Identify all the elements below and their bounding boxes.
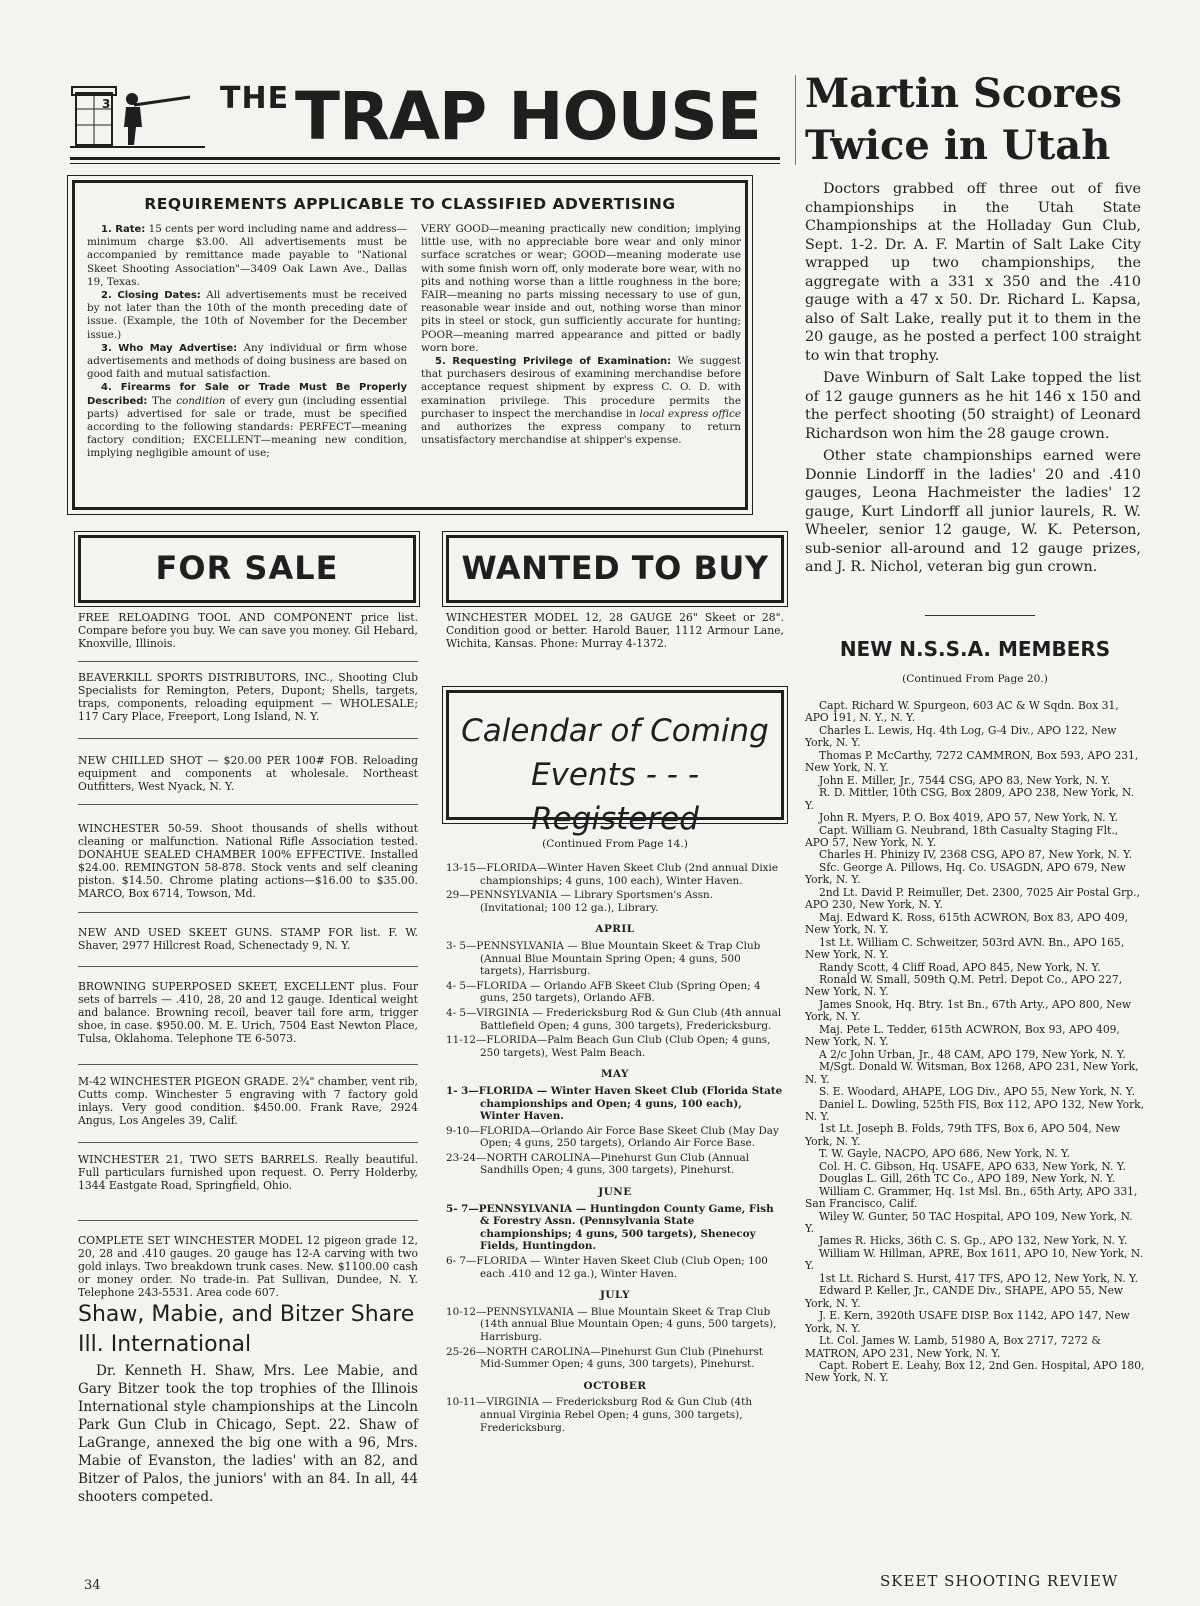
calendar-item: 25-26—NORTH CAROLINA—Pinehurst Gun Club (Pinehurst Mid-Summer Open; 4 guns, 300 targets), Pinehurst. (446, 1345, 763, 1371)
requirement-who-may-advertise: 3. Who May Advertise: Any individual or firm whose advertisements and methods of doing business are based on good faith and mutual satisfaction. (87, 341, 408, 381)
member-entry: J. E. Kern, 3920th USAFE DISP. Box 1142, APO 147, New York, N. Y. (805, 1309, 1130, 1335)
member-entry: Ronald W. Small, 509th Q.M. Petrl. Depot Co., APO 227, New York, N. Y. (805, 972, 1123, 999)
shaw-article-body: Dr. Kenneth H. Shaw, Mrs. Lee Mabie, and Gary Bitzer took the top trophies of the Illinois International style championships at the Lincoln Park Gun Club in Chicago, Sept. 22. Shaw of LaGrange, annexed the big one with a 96, Mrs. Mabie of Evanston, the ladies' with an 82, and Bitzer of Palos, the juniors' with an 84. In all, 44 shooters competed. (78, 1363, 418, 1505)
for-sale-ad-5: NEW AND USED SKEET GUNS. STAMP FOR list. F. W. Shaver, 2977 Hillcrest Road, Schenectady 9, N. Y. (78, 926, 418, 952)
masthead-title: TRAP HOUSE (295, 78, 761, 155)
ad-divider (78, 804, 418, 805)
martin-paragraph: Other state championships earned were Donnie Lindorff in the ladies' 20 and .410 gauges, Leona Hachmeister the ladies' 12 gauge, Kurt Lindorff all junior laurels, R. W. Wheeler, senior 12 gauge, W. K. Peterson, sub-senior all-around and 12 gauge prizes, and J. R. Nichol, veteran big gun crown. (805, 448, 1141, 575)
magazine-name: SKEET SHOOTING REVIEW (880, 1572, 1119, 1590)
member-entry: Maj. Edward K. Ross, 615th ACWRON, Box 83, APO 409, New York, N. Y. (805, 910, 1129, 937)
member-entry: James R. Hicks, 36th C. S. Gp., APO 132, New York, N. Y. (819, 1234, 1128, 1248)
nssa-members-list (805, 700, 1145, 1385)
ad-divider (78, 661, 418, 662)
ad-divider (78, 1220, 418, 1221)
member-entry: 1st Lt. Richard S. Hurst, 417 TFS, APO 12, New York, N. Y. (819, 1271, 1139, 1285)
member-entry: James Snook, Hq. Btry. 1st Bn., 67th Arty., APO 800, New York, N. Y. (805, 997, 1132, 1024)
wanted-to-buy-heading: WANTED TO BUY (446, 535, 784, 603)
shaw-article-title: Shaw, Mabie, and Bitzer Share Ill. International (78, 1302, 415, 1357)
martin-article-body (805, 180, 1141, 581)
for-sale-ad-6: BROWNING SUPERPOSED SKEET, EXCELLENT plus. Four sets of barrels — .410, 28, 20 and 12 gauge. Identical weight and balance. Browning recoil, beaver tail fore arm, trigger shoe, in case. $950.00. M. E. Urich, 7504 East Newton Place, Tulsa, Oklahoma. Telephone TE 6-5073. (78, 980, 418, 1045)
for-sale-ad-7: M-42 WINCHESTER PIGEON GRADE. 2¾" chamber, vent rib, Cutts comp. Winchester 5 engraving with 7 factory gold inlays. Very good condition. $450.00. Frank Rave, 2924 Angus, Los Angeles 39, Calif. (78, 1075, 418, 1127)
calendar-item: 29—PENNSYLVANIA — Library Sportsmen's Assn. (Invitational; 100 12 ga.), Library. (446, 889, 714, 914)
requirements-title: REQUIREMENTS APPLICABLE TO CLASSIFIED ADVERTISING (144, 195, 676, 213)
requirement-closing-dates: 2. Closing Dates: All advertisements must be received by not later than the 10th of the month preceding date of issue. (Example, the 10th of November for the December issue.) (87, 289, 407, 341)
masthead-the: THE (220, 81, 290, 116)
member-entry: Lt. Col. James W. Lamb, 51980 A, Box 2717, 7272 & MATRON, APO 231, New York, N. Y. (805, 1334, 1101, 1360)
masthead (70, 75, 780, 165)
for-sale-ad-9: COMPLETE SET WINCHESTER MODEL 12 pigeon grade 12, 20, 28 and .410 gauges. 20 gauge has 12-A carving with two gold inlays. Two breakdown trunk cases. New. $1100.00 cash or money order. No trade-in. Pat Sullivan, Dundee, N. Y. Telephone 243-5531. Area code 607. (78, 1234, 418, 1299)
column-rule (795, 75, 796, 165)
martin-title-line1: Martin Scores (805, 70, 1122, 117)
calendar-month-april: APRIL (595, 923, 635, 936)
wanted-ad-1: WINCHESTER MODEL 12, 28 GAUGE 26" Skeet or 28". Condition good or better. Harold Bauer, 1112 Armour Lane, Wichita, Kansas. Phone: Murray 4-1372. (446, 611, 784, 650)
member-entry: Capt. Robert E. Leahy, Box 12, 2nd Gen. Hospital, APO 180, New York, N. Y. (805, 1359, 1145, 1385)
for-sale-ad-3: NEW CHILLED SHOT — $20.00 PER 100# FOB. Reloading equipment and components at wholesale. Northeast Outfitters, West Nyack, N. Y. (78, 754, 418, 793)
member-entry: 2nd Lt. David P. Reimuller, Det. 2300, 7025 Air Postal Grp., APO 230, New York, N. Y. (805, 885, 1140, 912)
member-entry: Daniel L. Dowling, 525th FIS, Box 112, APO 132, New York, N. Y. (805, 1097, 1145, 1123)
ad-divider (78, 912, 418, 913)
member-entry: Capt. Richard W. Spurgeon, 603 AC & W Sqdn. Box 31, APO 191, N. Y., N. Y. (805, 699, 1119, 725)
calendar-title-line1: Calendar of Coming (461, 713, 769, 749)
requirements-left-column (87, 223, 407, 461)
member-entry: Wiley W. Gunter, 50 TAC Hospital, APO 109, New York, N. Y. (805, 1209, 1133, 1236)
calendar-heading (446, 690, 784, 837)
member-entry: Edward P. Keller, Jr., CANDE Div., SHAPE, APO 55, New York, N. Y. (805, 1284, 1124, 1310)
martin-title-line2: Twice in Utah (805, 122, 1111, 169)
for-sale-ad-2: BEAVERKILL SPORTS DISTRIBUTORS, INC., Shooting Club Specialists for Remington, Peters, Dupont; Shells, targets, traps, components, reloading equipment — WHOLESALE; 117 Cary Place, Freeport, Long Island, N. Y. (78, 671, 418, 723)
calendar-month-october: OCTOBER (583, 1379, 647, 1392)
classified-requirements-box (72, 180, 748, 510)
martin-article-title (805, 68, 1145, 172)
calendar-item: 13-15—FLORIDA—Winter Haven Skeet Club (2nd annual Dixie championships; 4 guns, 100 each), Winter Haven. (446, 862, 779, 887)
ad-divider (78, 1142, 418, 1143)
for-sale-ad-8: WINCHESTER 21, TWO SETS BARRELS. Really beautiful. Full particulars furnished upon request. O. Perry Holderby, 1344 Eastgate Road, Springfield, Ohio. (78, 1153, 418, 1192)
section-divider (925, 615, 1035, 616)
calendar-title-line2: Events - - - Registered (530, 757, 700, 837)
member-entry: Capt. William G. Neubrand, 18th Casualty Staging Flt., APO 57, New York, N. Y. (805, 823, 1119, 849)
member-entry: Charles H. Phinizy IV, 2368 CSG, APO 87, New York, N. Y. (819, 848, 1133, 862)
calendar-item: 23-24—NORTH CAROLINA—Pinehurst Gun Club (Annual Sandhills Open; 4 guns, 300 targets), Pinehurst. (446, 1151, 750, 1177)
ad-divider (78, 966, 418, 967)
for-sale-ad-1: FREE RELOADING TOOL AND COMPONENT price list. Compare before you buy. We can save you money. Gil Hebard, Knoxville, Illinois. (78, 611, 418, 650)
calendar-item-featured: 1- 3—FLORIDA — Winter Haven Skeet Club (Florida State championships and Open; 4 guns, 100 each), Winter Haven. (446, 1084, 783, 1123)
masthead-rule-thin (70, 163, 780, 164)
member-entry: T. W. Gayle, NACPO, APO 686, New York, N. Y. (819, 1147, 1071, 1161)
member-entry: R. D. Mittler, 10th CSG, Box 2809, APO 238, New York, N. Y. (805, 786, 1135, 812)
calendar-item: 4- 5—FLORIDA — Orlando AFB Skeet Club (Spring Open; 4 guns, 250 targets), Orlando AFB. (446, 979, 761, 1005)
member-entry: William C. Grammer, Hq. 1st Msl. Bn., 65th Arty, APO 331, San Francisco, Calif. (805, 1184, 1138, 1211)
for-sale-heading: FOR SALE (78, 535, 416, 603)
ad-divider (78, 738, 418, 739)
requirement-firearms-continued: VERY GOOD—meaning practically new condition; implying little use, with no appreciable bore wear and only minor surface scratches or wear; GOOD—meaning moderate use with some finish worn off, only moderate bore wear, with no pits and nothing worse than a little roughness in the bore; FAIR—meaning no parts missing necessary to use of gun, reasonable wear inside and out, nothing worse than minor pits in steel or stock, gun sufficiently accurate for hunting; POOR—meaning marred appearance and pitted or badly worn bore. (421, 223, 741, 354)
calendar-month-june: JUNE (598, 1186, 632, 1199)
member-entry: William W. Hillman, APRE, Box 1611, APO 10, New York, N. Y. (805, 1246, 1143, 1273)
requirement-firearms: 4. Firearms for Sale or Trade Must Be Properly Described: The condition of every gun (including essential parts) advertised for sale or trade, must be specified according to the following standards: PERFECT—meaning factory condition; EXCELLENT—meaning new condition, implying negligible amount of use; (87, 382, 408, 460)
calendar-item: 6- 7—FLORIDA — Winter Haven Skeet Club (Club Open; 100 each .410 and 12 ga.), Winter Haven. (446, 1255, 768, 1280)
ad-divider (78, 1064, 418, 1065)
member-entry: Sfc. George A. Pillows, Hq. Co. USAGDN, APO 679, New York, N. Y. (805, 860, 1126, 887)
requirements-right-column (421, 223, 741, 447)
member-entry: Maj. Pete L. Tedder, 615th ACWRON, Box 93, APO 409, New York, N. Y. (805, 1022, 1120, 1049)
page-number: 34 (84, 1578, 101, 1593)
for-sale-ad-4: WINCHESTER 50-59. Shoot thousands of shells without cleaning or malfunction. National Rifle Association tested. DONAHUE SEALED CHAMBER 100% EFFECTIVE. Installed $24.00. REMINGTON 58-878. Stock vents and self cleaning piston. $14.50. Chrome plating actions—$16.00 to $35.00. MARCO, Box 6714, Towson, Md. (78, 822, 418, 900)
trap-house-shooter-icon (70, 75, 205, 157)
member-entry: M/Sgt. Donald W. Witsman, Box 1268, APO 231, New York, N. Y. (805, 1060, 1139, 1086)
calendar-item-featured: 5- 7—PENNSYLVANIA — Huntingdon County Game, Fish & Forestry Assn. (Pennsylvania State championships; 4 guns, 500 targets), Shenecoy Fields, Huntingdon. (446, 1202, 774, 1253)
martin-paragraph: Dave Winburn of Salt Lake topped the list of 12 gauge gunners as he hit 146 x 150 and the perfect shooting (50 straight) of Leonard Richardson won him the 28 gauge crown. (805, 370, 1141, 442)
calendar-item: 10-12—PENNSYLVANIA — Blue Mountain Skeet & Trap Club (14th annual Blue Mountain Open; 4 guns, 500 targets), Harrisburg. (446, 1305, 777, 1343)
member-entry: 1st Lt. Joseph B. Folds, 79th TFS, Box 6, APO 504, New York, N. Y. (805, 1122, 1121, 1148)
calendar-item: 4- 5—VIRGINIA — Fredericksburg Rod & Gun Club (4th annual Battlefield Open; 4 guns, 300 targets), Fredericksburg. (446, 1006, 782, 1032)
member-entry: A 2/c John Urban, Jr., 48 CAM, APO 179, New York, N. Y. (819, 1047, 1126, 1061)
calendar-item: 10-11—VIRGINIA — Fredericksburg Rod & Gun Club (4th annual Virginia Rebel Open; 4 guns, 300 targets), Fredericksburg. (446, 1396, 753, 1434)
member-entry: Charles L. Lewis, Hq. 4th Log, G-4 Div., APO 122, New York, N. Y. (805, 723, 1117, 750)
member-entry: S. E. Woodard, AHAPE, LOG Div., APO 55, New York, N. Y. (819, 1085, 1135, 1099)
calendar-month-july: JULY (599, 1289, 631, 1302)
calendar-month-may: MAY (601, 1068, 629, 1081)
member-entry: Randy Scott, 4 Cliff Road, APO 845, New York, N. Y. (819, 960, 1101, 974)
calendar-item: 3- 5—PENNSYLVANIA — Blue Mountain Skeet & Trap Club (Annual Blue Mountain Spring Open; 4 guns, 500 targets), Harrisburg. (446, 939, 761, 978)
logo-number: 3 (102, 97, 111, 111)
calendar-continued-note: (Continued From Page 14.) (542, 838, 688, 850)
masthead-rule (70, 157, 780, 160)
calendar-list (446, 862, 784, 1436)
member-entry: 1st Lt. William C. Schweitzer, 503rd AVN. Bn., APO 165, New York, N. Y. (805, 935, 1125, 962)
requirement-examination: 5. Requesting Privilege of Examination: We suggest that purchasers desirous of examining merchandise before acceptance request shipment by express C. O. D. with examination privilege. This procedure permits the purchaser to inspect the merchandise in local express office and authorizes the express company to return unsatisfactory merchandise at shipper's expense. (421, 355, 741, 447)
member-entry: Douglas L. Gill, 26th TC Co., APO 189, New York, N. Y. (819, 1172, 1116, 1186)
member-entry: Col. H. C. Gibson, Hq. USAFE, APO 633, New York, N. Y. (819, 1159, 1126, 1173)
nssa-members-title: NEW N.S.S.A. MEMBERS (839, 637, 1111, 661)
nssa-continued-note: (Continued From Page 20.) (902, 673, 1048, 685)
member-entry: Thomas P. McCarthy, 7272 CAMMRON, Box 593, APO 231, New York, N. Y. (805, 748, 1139, 775)
martin-paragraph: Doctors grabbed off three out of five championships in the Utah State Championships at the Holladay Gun Club, Sept. 1-2. Dr. A. F. Martin of Salt Lake City wrapped up two championships, the aggregate with a 331 x 350 and the .410 gauge with a 47 x 50. Dr. Richard L. Kapsa, also of Salt Lake, really put it to them in the 20 gauge, as he posted a perfect 100 straight to win that trophy. (805, 181, 1141, 364)
member-entry: John E. Miller, Jr., 7544 CSG, APO 83, New York, N. Y. (819, 773, 1111, 787)
member-entry: John R. Myers, P. O. Box 4019, APO 57, New York, N. Y. (819, 811, 1119, 825)
calendar-item: 9-10—FLORIDA—Orlando Air Force Base Skeet Club (May Day Open; 4 guns, 250 targets), Orlando Air Force Base. (446, 1124, 779, 1150)
requirement-rate: 1. Rate: 15 cents per word including name and address—minimum charge $3.00. All advertisements must be accompanied by remittance made payable to "National Skeet Shooting Association"—3409 Oak Lawn Ave., Dallas 19, Texas. (87, 223, 408, 288)
calendar-item: 11-12—FLORIDA—Palm Beach Gun Club (Club Open; 4 guns, 250 targets), West Palm Beach. (446, 1034, 771, 1059)
